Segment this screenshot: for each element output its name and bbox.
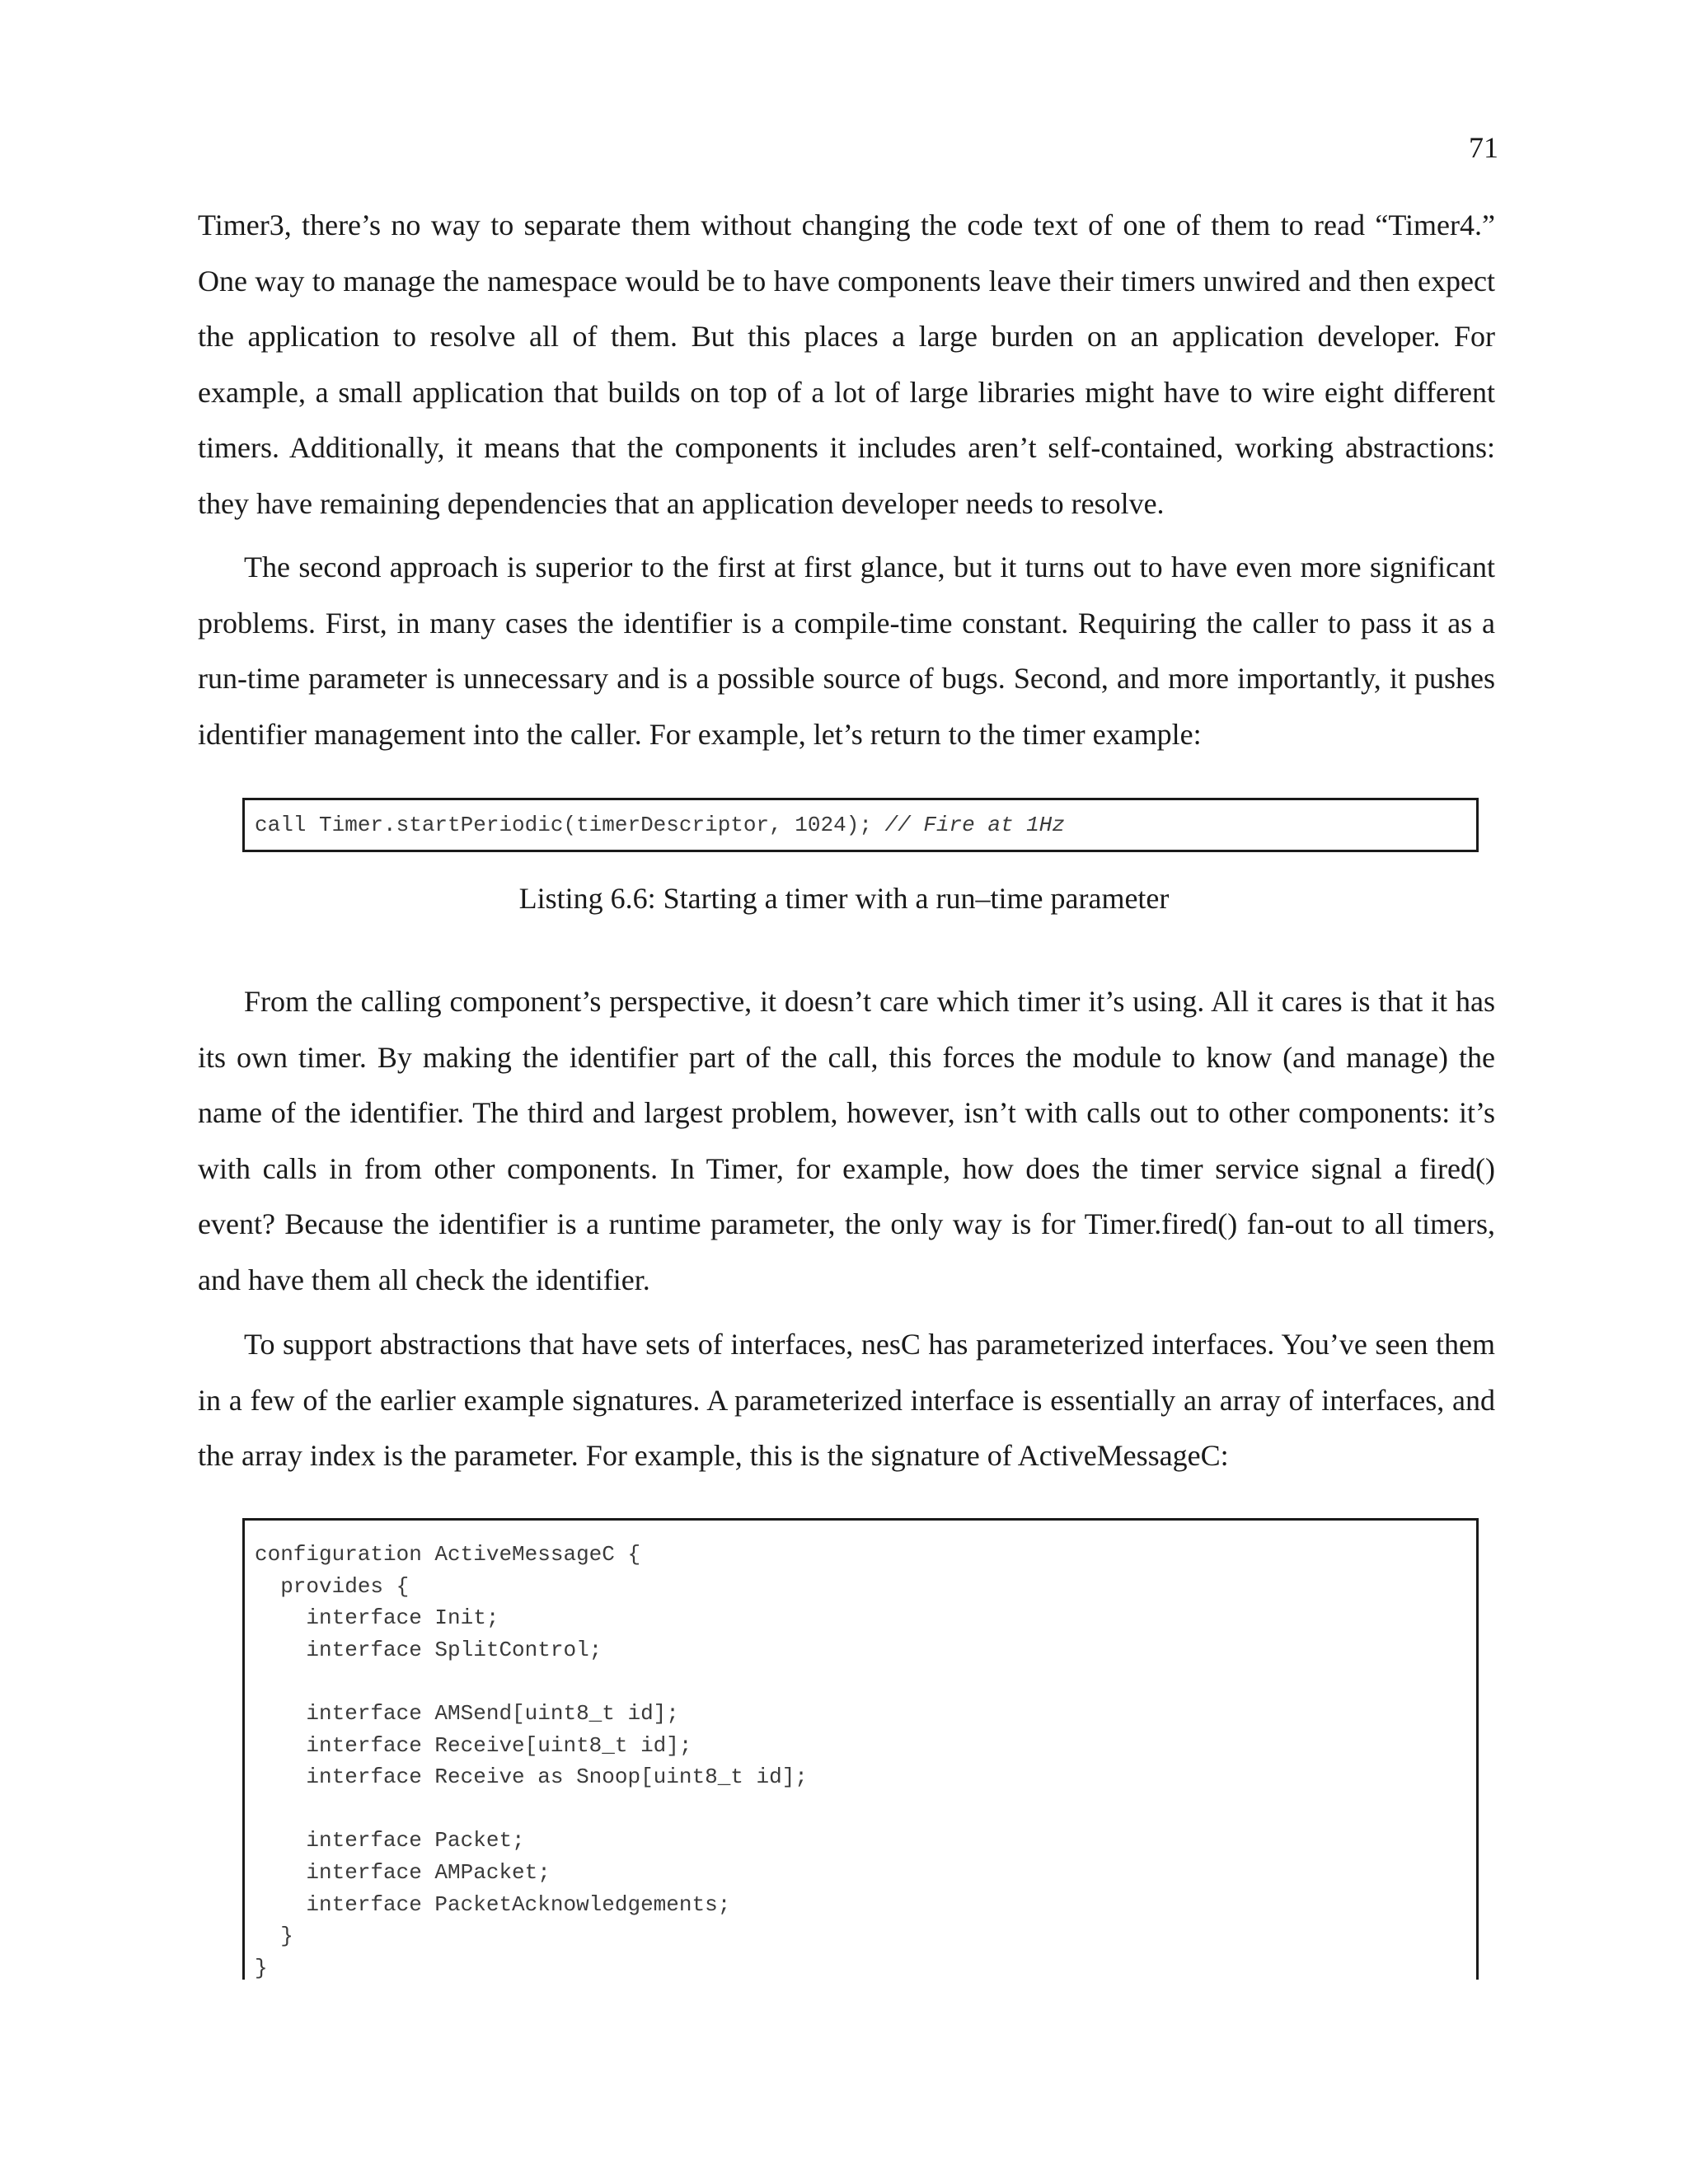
- paragraph-calling-component: From the calling component’s perspective, it doesn’t care which timer it’s using. All it cares is that it has its own timer. By making the identifier part of the call, this forces the module to know (and manage) the name of the identifier. The third and largest problem, however, isn’t with calls out to other components: it’s with calls in from other components. In Timer, for example, how does the timer service signal a fired() event? Because the identifier is a runtime parameter, the only way is for Timer.fired() fan-out to all timers, and have them all check the identifier.: [198, 985, 1495, 1296]
- paragraph-continuation: Timer3, there’s no way to separate them without changing the code text of one of them to read “Timer4.” One way to manage the namespace would be to have components leave their timers unwired and then expect the application to resolve all of them. But this places a large burden on an application developer. For example, a small application that builds on top of a lot of large libraries might have to wire eight different timers. Additionally, it means that the components it includes aren’t self-contained, working abstractions: they have remaining dependencies that an application developer needs to resolve.: [198, 209, 1495, 520]
- code-comment: // Fire at 1Hz: [884, 813, 1065, 837]
- listing-caption: Listing 6.6: Starting a timer with a run–time parameter: [518, 882, 1170, 915]
- code-listing-6-6: [242, 798, 1479, 852]
- code-listing-active-message-text: configuration ActiveMessageC { provides { interface Init; interface SplitControl; interface AMSend[uint8_t id]; interface Receive[uint8_t id]; interface Receive as Snoop[uint8_t id]; interface Packet; interface AMPacket; interface PacketAcknowledgements; } }: [255, 1542, 808, 1980]
- paragraph-second-approach: The second approach is superior to the first at first glance, but it turns out to have even more significant problems. First, in many cases the identifier is a compile-time constant. Requiring the caller to pass it as a run-time parameter is unnecessary and is a possible source of bugs. Second, and more importantly, it pushes identifier management into the caller. For example, let’s return to the timer example:: [198, 551, 1495, 751]
- paragraph-parameterized-interfaces: To support abstractions that have sets of interfaces, nesC has parameterized interfaces. You’ve seen them in a few of the earlier example signatures. A parameterized interface is essentially an array of interfaces, and the array index is the parameter. For example, this is the signature of ActiveMessageC:: [198, 1328, 1495, 1472]
- page-number: 71: [1469, 131, 1498, 164]
- code-listing-active-message: [242, 1518, 1479, 1980]
- code-statement: call Timer.startPeriodic(timerDescriptor, 1024);: [255, 813, 885, 837]
- code-listing-6-6-text: [255, 813, 1065, 837]
